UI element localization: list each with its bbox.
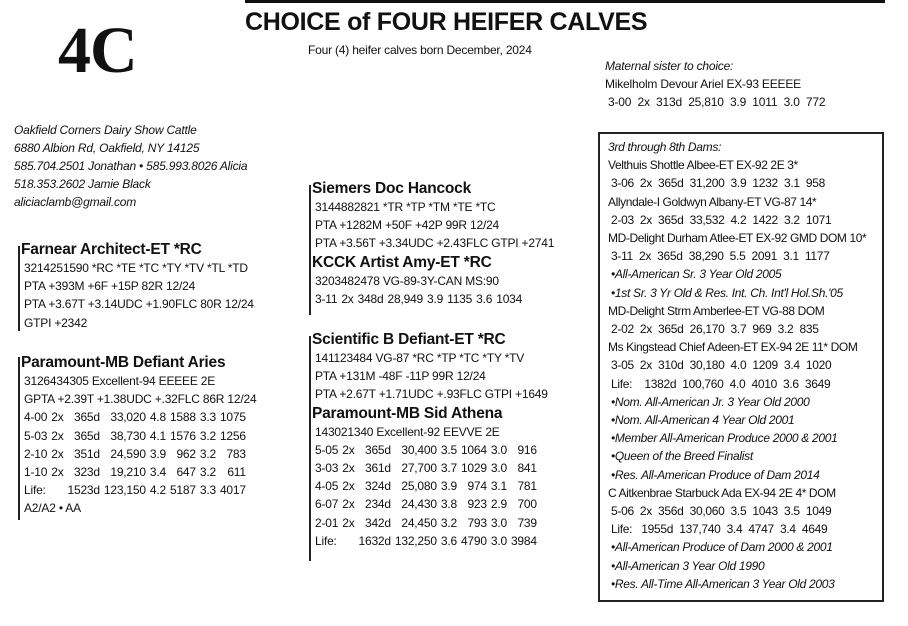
record-cell: 5-03: [24, 428, 48, 443]
dam-of-sire-name: KCCK Artist Amy-ET *RC: [312, 253, 492, 271]
record-cell: 3-11: [315, 291, 338, 306]
record-row: [24, 408, 250, 426]
ancestor-record: Life: 1382d 100,760 4.0 4010 3.6 3649: [611, 376, 831, 391]
record-cell: 4-00: [24, 410, 48, 425]
record-cell: 2x: [51, 428, 64, 443]
dams-box: [598, 132, 884, 602]
dams-heading: 3rd through 8th Dams:: [608, 140, 722, 154]
record-cell: 5187: [169, 483, 196, 498]
record-cell: 3-03: [315, 461, 339, 476]
sire-line: GTPI +2342: [24, 315, 88, 330]
record-cell: 3.6: [476, 291, 493, 306]
sire-of-sire-line: PTA +3.56T +3.34UDC +2.43FLC GTPI +2741: [315, 236, 555, 251]
record-cell: 27,700: [401, 461, 437, 476]
sire-of-sire-name: Siemers Doc Hancock: [312, 180, 472, 197]
record-row: [315, 459, 541, 477]
sire-of-sire-line: 3144882821 *TR *TP *TM *TE *TC: [315, 200, 496, 214]
record-cell: 3.3: [199, 483, 216, 498]
record-cell: 2.9: [490, 497, 507, 512]
record-cell: 38,730: [110, 428, 146, 443]
record-cell: 4017: [219, 483, 246, 498]
record-cell: [342, 532, 358, 550]
maternal-sister-name: Mikelholm Devour Ariel EX-93 EEEEE: [605, 77, 801, 92]
record-cell: 132,250: [394, 533, 437, 548]
record-cell: 3.5: [440, 442, 457, 457]
record-cell: 342d: [364, 515, 391, 530]
record-cell: 6-07: [315, 497, 339, 512]
consignor-farm: Oakfield Corners Dairy Show Cattle: [14, 123, 197, 137]
dam-of-dam-records: [315, 441, 541, 550]
dam-of-sire-line: 3203482478 VG-89-3Y-CAN MS:90: [315, 273, 499, 288]
record-cell: 361d: [364, 461, 391, 476]
lot-number: 4C: [58, 14, 137, 87]
record-cell: 1523d: [67, 483, 100, 498]
consignor-phones: 585.704.2501 Jonathan • 585.993.8026 Alicia: [14, 159, 248, 173]
dam-line: 3126434305 Excellent-94 EEEEE 2E: [24, 374, 216, 388]
record-cell: 24,590: [110, 446, 146, 461]
record-cell: 1075: [219, 410, 246, 425]
dam-line: GPTA +2.39T +1.38UDC +.32FLC 86R 12/24: [24, 392, 257, 407]
record-cell: 324d: [364, 479, 391, 494]
record-cell: 611: [227, 465, 246, 480]
consignor-address: 6880 Albion Rd, Oakfield, NY 14125: [14, 141, 200, 155]
sire-of-sire-line: PTA +1282M +50F +42P 99R 12/24: [315, 218, 500, 233]
record-cell: 2-01: [315, 515, 339, 530]
ancestor-honor: •Queen of the Breed Finalist: [611, 449, 753, 464]
record-cell: 783: [226, 446, 246, 461]
sire-line: 3214251590 *RC *TE *TC *TY *TV *TL *TD: [24, 261, 248, 275]
sire-name: Farnear Architect-ET *RC: [21, 241, 202, 258]
sire-of-dam-section: [309, 330, 548, 550]
record-cell: Life:: [315, 533, 337, 548]
ancestor-name: Allyndale-I Goldwyn Albany-ET VG-87 14*: [608, 194, 817, 209]
maternal-sister-label: Maternal sister to choice:: [605, 59, 734, 73]
record-cell: 323d: [73, 465, 100, 480]
sire-of-sire-section: [309, 179, 554, 308]
record-cell: 3.0: [490, 515, 507, 530]
record-cell: 2x: [342, 479, 355, 494]
record-cell: 781: [517, 479, 537, 494]
record-cell: 3.3: [199, 410, 216, 425]
record-cell: 923: [467, 497, 487, 512]
sire-of-dam-name: Scientific B Defiant-ET *RC: [312, 331, 506, 348]
ancestor-name: MD-Delight Strm Amberlee-ET VG-88 DOM: [608, 303, 825, 318]
record-cell: 123,150: [103, 483, 146, 498]
record-cell: 2x: [51, 465, 64, 480]
ancestor-record: 3-06 2x 365d 31,200 3.9 1232 3.1 958: [611, 176, 825, 191]
ancestor-honor: •Member All-American Produce 2000 & 2001: [611, 431, 838, 446]
record-cell: 4.2: [149, 483, 166, 498]
record-cell: 19,210: [110, 465, 146, 480]
record-cell: 3.2: [199, 446, 216, 461]
page-title: CHOICE of FOUR HEIFER CALVES: [245, 8, 648, 36]
maternal-sister-section: [605, 57, 825, 112]
dam-of-dam-name: Paramount-MB Sid Athena: [312, 404, 503, 422]
dam-section: [18, 353, 256, 518]
sire-of-dam-line: 141123484 VG-87 *RC *TP *TC *TY *TV: [315, 351, 525, 365]
record-cell: 1576: [169, 428, 196, 443]
record-row: [315, 290, 526, 308]
ancestor-record: 5-06 2x 356d 30,060 3.5 1043 3.5 1049: [611, 504, 832, 519]
dam-name: Paramount-MB Defiant Aries: [21, 354, 226, 371]
record-cell: 2x: [342, 497, 355, 512]
record-cell: 2x: [342, 515, 355, 530]
record-row: [315, 514, 541, 532]
ancestor-honor: •Res. All-Time All-American 3 Year Old 2003: [611, 576, 835, 591]
record-cell: 3.2: [199, 465, 216, 480]
record-cell: 4790: [460, 533, 487, 548]
record-cell: 3984: [510, 533, 537, 548]
record-row: [315, 477, 541, 495]
record-row: [24, 481, 250, 499]
record-cell: 916: [517, 442, 537, 457]
sire-bracket: [18, 246, 20, 331]
record-cell: 28,949: [387, 291, 424, 306]
record-row: [315, 441, 541, 459]
ancestor-name: Ms Kingstead Chief Adeen-ET EX-94 2E 11* DOM: [608, 340, 858, 355]
record-cell: 1-10: [24, 465, 48, 480]
record-cell: 1588: [169, 410, 196, 425]
record-cell: 365d: [73, 428, 100, 443]
ancestor-name: MD-Delight Durham Atlee-ET EX-92 GMD DOM 10*: [608, 231, 867, 246]
ancestor-record: Life: 1955d 137,740 3.4 4747 3.4 4649: [611, 522, 828, 537]
record-cell: 4.1: [149, 428, 166, 443]
record-cell: 739: [517, 515, 537, 530]
record-cell: 3.9: [440, 479, 457, 494]
record-cell: 2x: [342, 442, 355, 457]
record-row: [315, 532, 541, 550]
page-subtitle: Four (4) heifer calves born December, 2024: [308, 43, 532, 57]
consignor-phone-2: 518.353.2602 Jamie Black: [14, 177, 151, 191]
ancestor-name: C Aitkenbrae Starbuck Ada EX-94 2E 4* DOM: [608, 485, 836, 500]
record-row: [24, 445, 250, 463]
ancestor-honor: •Res. All-American Produce of Dam 2014: [611, 467, 820, 482]
record-cell: 3.0: [490, 442, 507, 457]
sire-line: PTA +393M +6F +15P 82R 12/24: [24, 279, 196, 294]
dam-side-bracket: [309, 336, 311, 561]
record-cell: 974: [467, 479, 487, 494]
record-cell: 348d: [357, 291, 384, 306]
record-cell: 841: [517, 461, 537, 476]
record-cell: 3.2: [440, 515, 457, 530]
record-cell: 2x: [51, 446, 64, 461]
record-cell: 3.4: [149, 465, 166, 480]
maternal-sister-record: 3-00 2x 313d 25,810 3.9 1011 3.0 772: [608, 95, 826, 110]
dam-of-sire-records: [315, 290, 526, 308]
record-cell: 3.9: [427, 291, 444, 306]
consignor-info: [14, 121, 247, 211]
sire-of-dam-line: PTA +2.67T +1.71UDC +.93FLC GTPI +1649: [315, 387, 548, 402]
ancestor-name: Velthuis Shottle Albee-ET EX-92 2E 3*: [608, 158, 798, 173]
dam-records: [24, 408, 250, 499]
record-cell: 3.9: [149, 446, 166, 461]
record-cell: 700: [517, 497, 537, 512]
record-cell: 24,450: [401, 515, 437, 530]
record-cell: 3.0: [490, 461, 507, 476]
ancestor-record: 3-11 2x 365d 38,290 5.5 2091 3.1 1177: [611, 249, 830, 264]
record-cell: 2-10: [24, 446, 48, 461]
record-cell: 962: [176, 446, 196, 461]
sire-line: PTA +3.67T +3.14UDC +1.90FLC 80R 12/24: [24, 297, 254, 312]
ancestor-honor: •1st Sr. 3 Yr Old & Res. Int. Ch. Int'l Hol.Sh.'05: [611, 285, 843, 300]
record-cell: 2x: [51, 410, 64, 425]
record-cell: 5-05: [315, 442, 339, 457]
dams-list: [608, 156, 866, 593]
record-cell: 3.8: [440, 497, 457, 512]
ancestor-honor: •Nom. All-American 4 Year Old 2001: [611, 413, 795, 428]
record-cell: 3.2: [199, 428, 216, 443]
record-cell: 30,400: [401, 442, 437, 457]
record-cell: 3.6: [440, 533, 457, 548]
record-cell: 33,020: [110, 410, 146, 425]
dam-bracket: [18, 357, 20, 520]
top-rule: [245, 0, 885, 3]
record-cell: Life:: [24, 483, 46, 498]
record-cell: [51, 481, 67, 499]
record-cell: 365d: [364, 442, 391, 457]
record-cell: 1064: [460, 442, 487, 457]
record-cell: 1256: [219, 428, 246, 443]
ancestor-honor: •Nom. All-American Jr. 3 Year Old 2000: [611, 394, 810, 409]
sire-side-bracket: [309, 185, 311, 315]
record-cell: 25,080: [401, 479, 437, 494]
record-cell: 3.1: [490, 479, 507, 494]
record-cell: 234d: [364, 497, 391, 512]
record-cell: 24,430: [401, 497, 437, 512]
dam-of-dam-line: 143021340 Excellent-92 EEVVE 2E: [315, 424, 500, 439]
record-row: [315, 495, 541, 513]
record-cell: 2x: [342, 461, 355, 476]
record-cell: 365d: [73, 410, 100, 425]
dam-genotype: A2/A2 • AA: [24, 501, 81, 516]
record-row: [24, 463, 250, 481]
record-cell: 4-05: [315, 479, 339, 494]
record-cell: 647: [176, 465, 196, 480]
record-row: [24, 427, 250, 445]
ancestor-honor: •All-American Sr. 3 Year Old 2005: [611, 267, 782, 282]
record-cell: 793: [467, 515, 487, 530]
record-cell: 2x: [341, 291, 354, 306]
sire-section: [18, 240, 254, 332]
record-cell: 3.7: [440, 461, 457, 476]
ancestor-record: 3-05 2x 310d 30,180 4.0 1209 3.4 1020: [611, 358, 832, 373]
sire-of-dam-line: PTA +131M -48F -11P 99R 12/24: [315, 369, 486, 384]
record-cell: 4.8: [149, 410, 166, 425]
ancestor-honor: •All-American 3 Year Old 1990: [611, 558, 765, 573]
record-cell: 1632d: [358, 533, 391, 548]
consignor-email: aliciaclamb@gmail.com: [14, 195, 137, 209]
record-cell: 1034: [496, 291, 523, 306]
record-cell: 1135: [447, 291, 473, 306]
ancestor-record: 2-02 2x 365d 26,170 3.7 969 3.2 835: [611, 322, 819, 337]
record-cell: 351d: [73, 446, 100, 461]
ancestor-record: 2-03 2x 365d 33,532 4.2 1422 3.2 1071: [611, 212, 832, 227]
record-cell: 1029: [460, 461, 487, 476]
ancestor-honor: •All-American Produce of Dam 2000 & 2001: [611, 540, 833, 555]
record-cell: 3.0: [490, 533, 507, 548]
